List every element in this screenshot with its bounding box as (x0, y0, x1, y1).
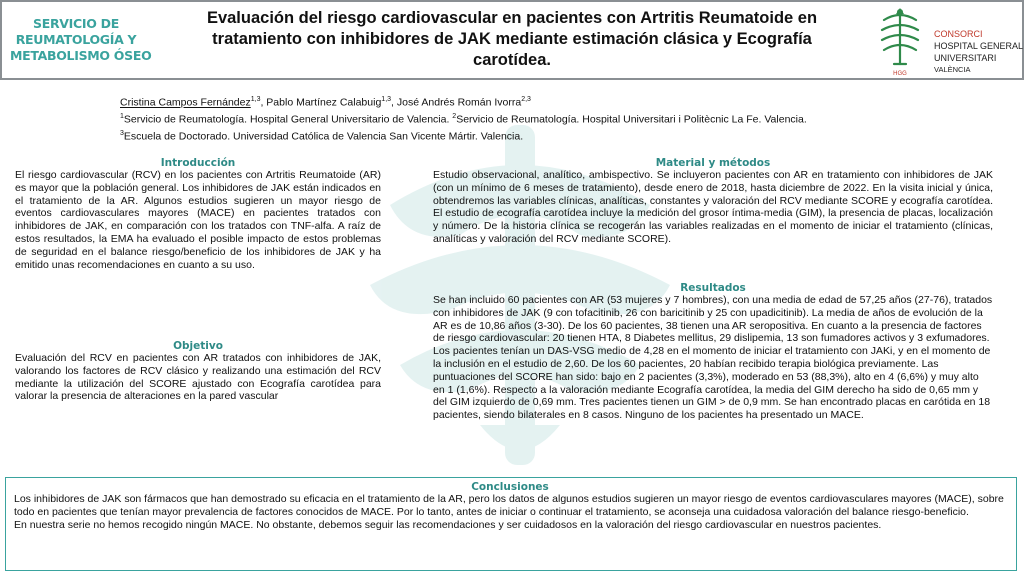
affiliation-line (120, 110, 940, 127)
poster-title: Evaluación del riesgo cardiovascular en pacientes con Artritis Reumatoide en tratamiento con inhibidores de JAK mediante estimación clásica y Ecografía carotídea. (206, 9, 818, 69)
methods-section (433, 157, 993, 246)
affiliation-sup: 1 (120, 113, 124, 120)
poster-header (0, 0, 1024, 80)
results-section (433, 282, 993, 422)
hospital-name (934, 28, 1023, 76)
authors-block (120, 93, 940, 144)
section-title: Introducción (160, 157, 236, 169)
affiliation-line (120, 127, 940, 144)
section-text: Evaluación del RCV en pacientes con AR tratados con inhibidores de JAK, valorando los factores de RCV clásico y realizando una estimación del RCV mediante la utilización del SCORE ajustado con Ecografía carotídea para valorar la presencia de alteraciones en la pared vascular (15, 352, 381, 403)
section-text: Se han incluido 60 pacientes con AR (53 mujeres y 7 hombres), con una media de edad de 57,25 años (27-76), tratados con inhibidores de JAK (9 con tofacitinib, 26 con baricitinib y 25 con upadicitinib). La media de años de evolución de la AR es de 10,86 años (3-30). De los 60 pacientes, 38 tienen una AR seropositiva. En cuanto a la presencia de factores de riesgo cardiovascular: 20 tienen HTA, 8 Diabetes mellitus, 29 dislipemia, 13 son fumadores activos y 3 exfumadores. Los pacientes tenían un DAS-VSG medio de 4,28 en el momento de iniciar el tratamiento con JAKi, y en el momento de la inclusión en el estudio de 2,60. De los 60 pacientes, 20 habían recibido terapia biológica previamente. Las puntuaciones del SCORE han sido: bajo en 2 pacientes (3,3%), moderado en 53 (88,3%), alto en 4 (6,6%) y muy alto en 1 (1,6%). Respecto a la valoración mediante Ecografía carotídea, la media del GIM derecho ha sido de 0,65 mm y del GIM izquierdo de 0,69 mm. Tres pacientes tienen un GIM > de 0,9 mm. Se han encontrado placas en carótida en 18 pacientes, siendo bilaterales en 8 casos. Ninguno de los pacientes ha presentado un MACE. (433, 294, 993, 422)
affiliation: Escuela de Doctorado. Universidad Católica de Valencia San Vicente Mártir. Valencia. (123, 130, 524, 143)
section-title: Material y métodos (655, 157, 771, 169)
rheumatology-service-logo (10, 16, 152, 64)
crest-monogram: HGG (893, 71, 907, 77)
hospital-crest-icon (874, 6, 926, 78)
hospital-name-line: CONSORCI (934, 29, 983, 39)
author-line (120, 93, 940, 110)
left-logo-line: SERVICIO DE (33, 16, 119, 31)
affiliation-sup: 2 (452, 113, 457, 120)
section-text: Estudio observacional, analítico, ambispectivo. Se incluyeron pacientes con AR en tratamiento con inhibidores de JAK (con un mínimo de 6 meses de tratamiento), desde enero de 2018, hasta diciembre de 2022. En la visita inicial y única, obtendremos las variables clínicas, analíticas, constantes y valoración del RCV mediante SCORE y ecografía carotídea. El estudio de ecografía carotídea incluye la medición del grosor íntima-media (GIM), la presencia de placas, localización y número. De la historia clínica se recogerán las variables realizadas en el momento de iniciar el tratamiento (clínicas, analíticas y valoración del RCV mediante SCORE). (433, 169, 993, 245)
hospital-name-line: HOSPITAL GENERAL (934, 41, 1024, 51)
left-logo-line: METABOLISMO ÓSEO (10, 48, 152, 63)
affiliation-sup: 3 (120, 130, 124, 137)
hospital-logo (874, 6, 1024, 78)
section-title: Conclusiones (471, 481, 549, 493)
left-logo-line: REUMATOLOGÍA Y (15, 32, 137, 47)
author-name: , José Andrés Román Ivorra (391, 96, 522, 109)
author-name: , Pablo Martínez Calabuig (260, 96, 382, 109)
affiliation: Servicio de Reumatología. Hospital General Universitario de Valencia. (123, 113, 453, 126)
conclusion-paragraph: En nuestra serie no hemos recogido ningún MACE. No obstante, debemos seguir las recomendaciones y ser cuidadosos en la valoración del riesgo cardiovascular en nuestros pacientes. (14, 519, 882, 531)
hospital-name-line: VALÈNCIA (934, 65, 971, 74)
intro-section (15, 157, 381, 271)
conclusions-section (5, 477, 1017, 571)
hospital-name-line: UNIVERSITARI (934, 53, 997, 63)
author-sup: 1,3 (381, 96, 392, 103)
section-title: Objetivo (173, 340, 223, 352)
author-sup: 2,3 (521, 96, 531, 103)
author-name: Cristina Campos Fernández (120, 96, 251, 109)
affiliation: Servicio de Reumatología. Hospital Universitari i Politècnic La Fe. Valencia. (456, 113, 807, 126)
objective-section (15, 340, 381, 403)
conclusion-paragraph: Los inhibidores de JAK son fármacos que han demostrado su eficacia en el tratamiento de la AR, pero los datos de algunos estudios sugieren un mayor riesgo de eventos cardiovasculares mayores (MACE), sobre todo en pacientes que tenían mayor prevalencia de factores conocidos de MACE. Por lo tanto, antes de iniciar o continuar el tratamiento, se aconseja una cuidadosa valoración del balance riesgo-beneficio. (14, 493, 1004, 518)
section-title: Resultados (680, 282, 746, 294)
author-sup: 1,3 (250, 96, 261, 103)
section-text: El riesgo cardiovascular (RCV) en los pacientes con Artritis Reumatoide (AR) es mayor que la población general. Los inhibidores de JAK están indicados en el tratamiento de la AR. Algunos estudios sugieren un mayor riesgo de eventos cardiovasculares mayores (MACE) en pacientes tratados con inhibidores de JAK, en comparación con los tratados con TNF-alfa. A raíz de estos resultados, la EMA ha evaluado el posible impacto de estos problemas de seguridad en el balance riesgo/beneficio de los inhibidores de JAK y ha emitido unas recomendaciones en cuanto a su uso. (15, 169, 381, 271)
